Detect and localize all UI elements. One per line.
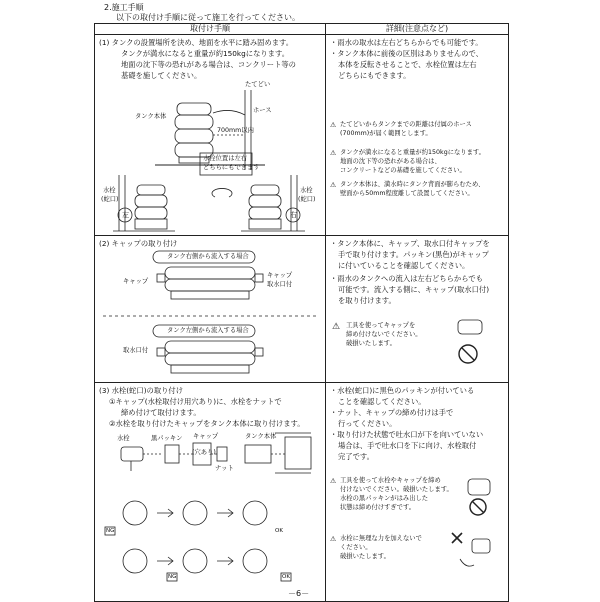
warning-text: たてどいからタンクまでの距離は付属のホース [340,121,472,128]
step3-procedure [95,383,325,601]
step3-line: ①キャップ(水栓取付け用穴あり)に、水栓をナットで [109,397,282,406]
label-faucet-right: (蛇口) [298,196,316,203]
procedure-table [94,23,509,602]
outlet-cap-label: 取水口付 [123,347,149,354]
cap-label: キャップ [267,272,293,279]
warning-icon: ⚠ [330,535,337,543]
warning-text: 状態は締め付けすぎです。 [340,504,416,511]
label-faucet-right: 水栓 [300,187,313,194]
detail-line: ことを確認してください。 [338,397,426,406]
detail-line: に付いていることを確認してください。 [338,261,470,270]
step3-details [326,383,508,601]
nut-label: ナット [215,465,234,472]
detail-line: 行ってください。 [338,419,397,428]
section-title: 2.施工手順 [104,3,144,12]
label-hose-length: 700mm以内 [217,127,254,134]
outlet-cap-label: 取水口付 [267,281,293,288]
detail-line: どちらにもできます。 [338,71,411,80]
warning-text: 水栓の黒パッキンがはみ出した [340,495,429,502]
ng-badge: NG [106,528,115,534]
warning-icon: ⚠ [330,149,337,157]
warning-text: 水栓に無理な力を加えないで [340,535,422,542]
no-tool-icon [326,236,508,382]
cap-label: キャップ [123,278,149,285]
warning-text: タンク本体は、満水時にタンク背面が膨らむため、 [340,181,485,188]
detail-line: ・取り付けた状態で吐水口が下を向いていない [330,430,484,439]
step2-title: (2) キャップの取り付け [99,239,178,248]
tank-label: タンク本体 [245,433,277,440]
detail-line: ・水栓(蛇口)に黒色のパッキンが付いている [330,386,475,395]
warning-text: 破損いたします。 [346,340,396,347]
hole-label: (穴あり) [192,449,216,456]
warning-text: 壁面から50mm程度離して設置してください。 [340,190,474,197]
detail-line: 可能です。流入する側に、キャップ(取水口付) [338,285,490,294]
step1-line: タンクが満水になると重量が約150kgになります。 [121,49,289,58]
warning-icon: ⚠ [330,477,337,485]
warning-text: (700mm)が届く範囲とします。 [340,130,432,137]
step1-details [326,35,508,235]
detail-line: 手で取り付けます。パッキン(黒色)がキャップ [338,250,489,259]
warning-text: 破損いたします。 [340,553,390,560]
step3-line: 締め付けて取付けます。 [121,408,201,417]
warning-text: タンクが満水になると重量が約150kgになります。 [340,149,485,156]
warning-text: ください。 [340,544,372,551]
cap-label: キャップ [193,433,219,440]
step1-line: 基礎を施してください。 [121,71,202,80]
detail-line: ・雨水の取水は左右どちらからでも可能です。 [330,38,483,47]
faucet-installation-diagram [95,383,325,601]
label-faucet-left: (蛇口) [101,196,119,203]
header-details: 詳細(注意点など) [326,24,509,35]
detail-line: を取り付けます。 [338,296,396,305]
step2-details [326,236,508,382]
step3-warning-illustrations [326,383,508,601]
step3-line: ②水栓を取り付けたキャップをタンク本体に取り付けます。 [109,419,305,428]
warning-icon: ⚠ [332,322,341,332]
step3-line: (3) 水栓(蛇口)の取り付け [99,386,184,395]
step1-line: (1) タンクの設置場所を決め、地面を水平に踏み固めます。 [99,38,294,47]
detail-line: 場合は、手で吐水口を下に向け、水栓取付 [338,441,477,450]
detail-line: ・雨水のタンクへの流入は左右どちらからでも [330,274,484,283]
warning-text: 工具を使って水栓やキャップを締め [340,477,441,484]
detail-line: ・ナット、キャップの締め付けは手で [330,408,454,417]
step2-procedure [95,236,325,382]
right-flow-label: タンク右側から流入する場合 [167,253,249,260]
faucet-label: 水栓 [117,435,130,442]
step1-procedure [95,35,325,235]
label-faucet-position: どちらにもできます [203,164,260,171]
label-tatedoi: たてどい [245,81,271,88]
warning-text: コンクリートなどの基礎を施してください。 [340,167,466,174]
header-procedure: 取付け手順 [95,24,326,35]
warning-icon: ⚠ [330,121,337,129]
label-tank-body: タンク本体 [135,113,167,120]
tank-installation-diagram [95,35,325,235]
label-faucet-position: 水栓位置は左右 [203,155,248,162]
label-hose: ホース [253,107,272,114]
detail-line: 本体を反転させることで、水栓位置は左右 [338,60,477,69]
packing-label: 黒パッキン [151,435,183,442]
label-left: 左 [122,211,129,219]
ng-badge: NG [168,574,177,580]
warning-text: 工具を使ってキャップを [346,322,416,329]
ok-badge: OK [275,528,283,534]
detail-line: 完了です。 [338,452,374,461]
ok-badge: OK [282,574,290,580]
intro-text: 以下の取付け手順に従って施工を行ってください。 [116,13,300,22]
detail-line: ・タンク本体に前後の区別はありませんので、 [330,49,483,58]
warning-text: 締め付けないでください。 [346,331,422,338]
warning-icon: ⚠ [330,181,337,189]
left-flow-label: タンク左側から流入する場合 [167,327,249,334]
label-right: 右 [290,211,297,219]
warning-text: 付けないでください。破損いたします。 [340,486,453,493]
label-faucet-left: 水栓 [103,187,116,194]
step1-line: 地面の沈下等の恐れがある場合は、コンクリート等の [121,60,296,69]
page-number: －6－ [288,589,310,598]
warning-text: 地面の沈下等の恐れがある場合は、 [340,158,441,165]
detail-line: ・タンク本体に、キャップ、取水口付キャップを [330,239,490,248]
